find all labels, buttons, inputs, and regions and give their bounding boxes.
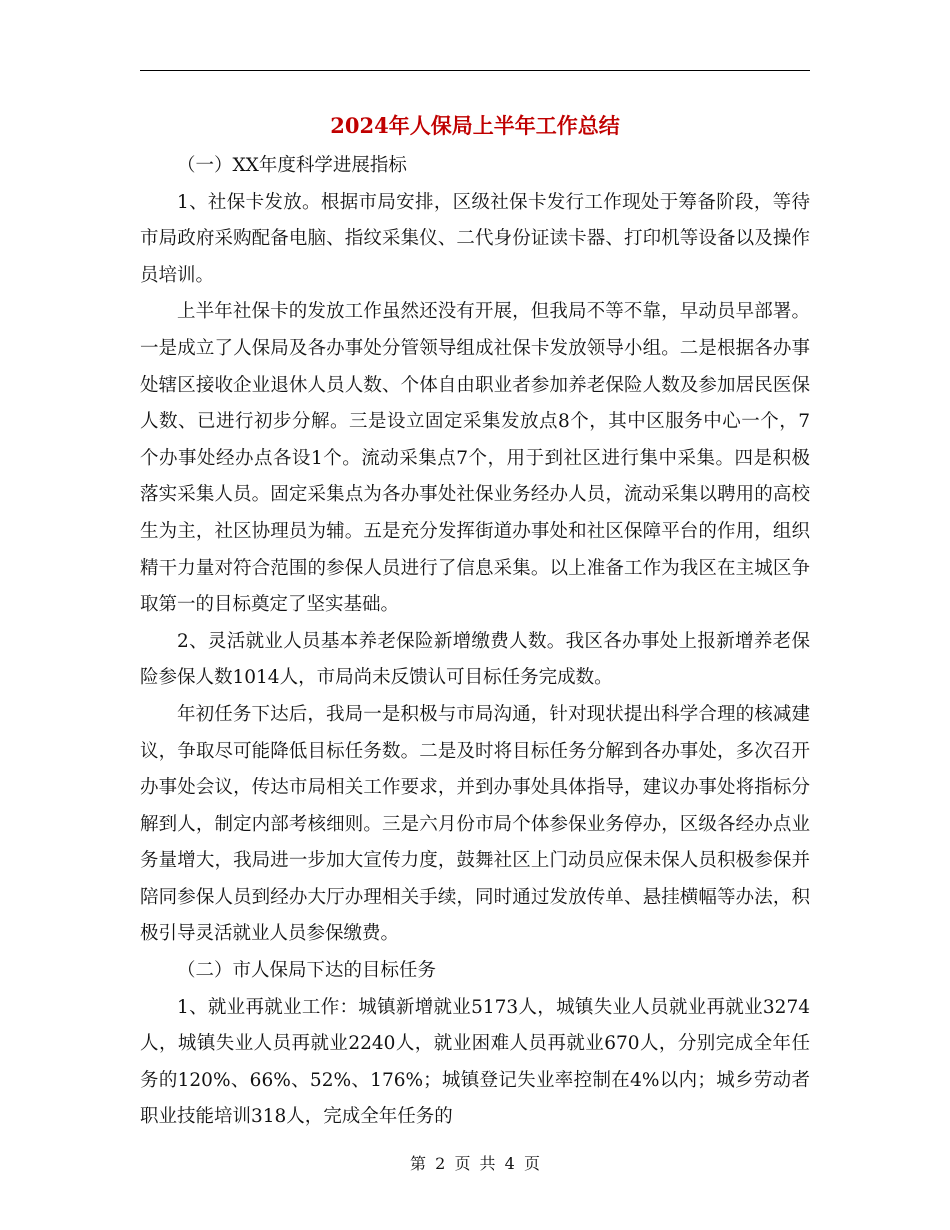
document-title: 2024年人保局上半年工作总结 — [330, 113, 620, 138]
footer-total-unit: 页 — [523, 1154, 540, 1173]
footer-page-number: 2 — [435, 1154, 446, 1173]
paragraph-1: 1、社保卡发放。根据市局安排，区级社保卡发行工作现处于筹备阶段，等待市局政府采购配备电脑、指纹采集仪、二代身份证读卡器、打印机等设备以及操作员培训。 — [140, 191, 810, 286]
footer-total-pages: 4 — [504, 1154, 515, 1173]
paragraph-2: 上半年社保卡的发放工作虽然还没有开展，但我局不等不靠，早动员早部署。一是成立了人保局及各办事处分管领导组成社保卡发放领导小组。二是根据各办事处辖区接收企业退休人员人数、个体自由职业者参加养老保险人数及参加居民医保人数、已进行初步分解。三是设立固定采集发放点8个，其中区服务中心一个，7个办事处经办点各设1个。流动采集点7个，用于到社区进行集中采集。四是积极落实采集人员。固定采集点为各办事处社保业务经办人员，流动采集以聘用的高校生为主，社区协理员为辅。五是充分发挥街道办事处和社区保障平台的作用，组织精干力量对符合范围的参保人员进行了信息采集。以上准备工作为我区在主城区争取第一的目标奠定了坚实基础。 — [140, 301, 810, 616]
footer-total-prefix: 共 — [479, 1154, 496, 1173]
paragraph-3: 2、灵活就业人员基本养老保险新增缴费人数。我区各办事处上报新增养老保险参保人数1014人，市局尚未反馈认可目标任务完成数。 — [140, 630, 810, 689]
section-heading-1: （一）XX年度科学进展指标 — [177, 155, 407, 176]
document-body — [140, 148, 810, 1136]
section-heading-2: （二）市人保局下达的目标任务 — [177, 960, 437, 982]
paragraph-5: 1、就业再就业工作：城镇新增就业5173人，城镇失业人员就业再就业3274人，城镇失业人员再就业2240人，就业困难人员再就业670人，分别完成全年任务的120%、66%、52%、176%；城镇登记失业率控制在4%以内；城乡劳动者职业技能培训318人，完成全年任务的 — [140, 996, 810, 1128]
page-footer — [140, 1152, 810, 1176]
header-rule — [140, 70, 810, 71]
footer-page-unit: 页 — [454, 1154, 471, 1173]
footer-prefix: 第 — [410, 1154, 427, 1173]
paragraph-4: 年初任务下达后，我局一是积极与市局沟通，针对现状提出科学合理的核减建议，争取尽可能降低目标任务数。二是及时将目标任务分解到各办事处，多次召开办事处会议，传达市局相关工作要求，并到办事处具体指导，建议办事处将指标分解到人，制定内部考核细则。三是六月份市局个体参保业务停办，区级各经办点业务量增大，我局进一步加大宣传力度，鼓舞社区上门动员应保未保人员积极参保并陪同参保人员到经办大厅办理相关手续，同时通过发放传单、悬挂横幅等办法，积极引导灵活就业人员参保缴费。 — [140, 703, 810, 945]
